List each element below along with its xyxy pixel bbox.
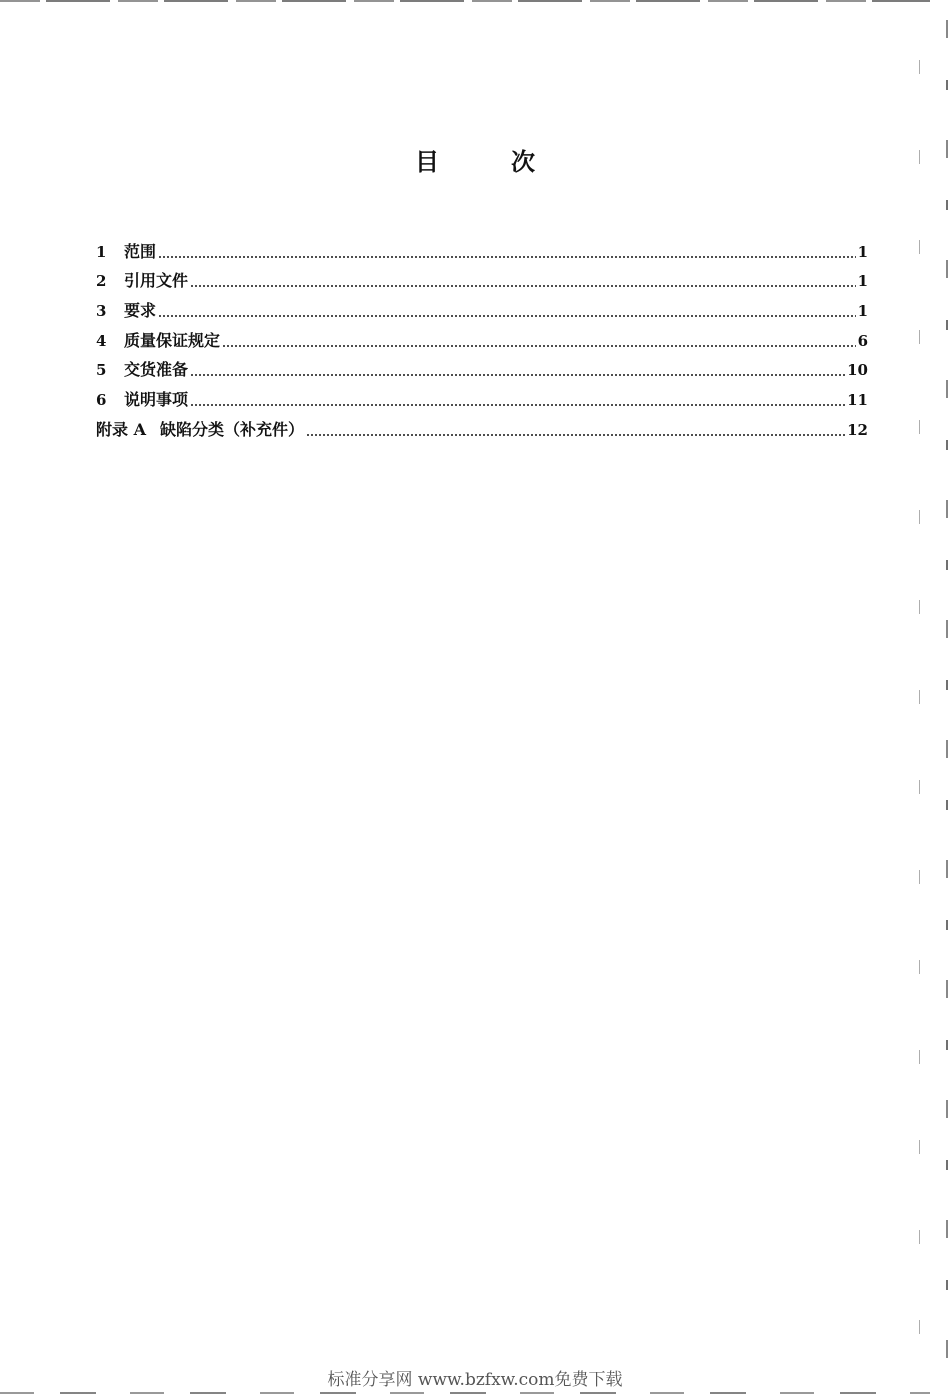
toc-entry-number: 4 bbox=[96, 331, 107, 350]
toc-entry-6[interactable] bbox=[96, 380, 868, 410]
toc-entry-page: 6 bbox=[857, 331, 868, 350]
toc-entry-4[interactable] bbox=[96, 321, 868, 351]
toc-entry-number: 2 bbox=[96, 272, 107, 291]
toc-entry-label: 交货准备 bbox=[124, 360, 189, 380]
toc-entry-number: 6 bbox=[96, 391, 107, 410]
toc-leader-dots bbox=[190, 374, 845, 376]
table-of-contents bbox=[96, 232, 868, 440]
toc-leader-dots bbox=[306, 434, 845, 436]
title-char-2: 次 bbox=[511, 148, 535, 176]
toc-entry-page: 11 bbox=[847, 391, 868, 410]
toc-entry-number: 5 bbox=[96, 361, 107, 380]
toc-entry-label: 要求 bbox=[124, 301, 157, 321]
toc-entry-label: 缺陷分类（补充件） bbox=[160, 419, 305, 439]
scan-right-edge bbox=[946, 20, 948, 1380]
toc-entry-label: 范围 bbox=[124, 241, 157, 261]
footer-watermark: 标准分享网 www.bzfxw.com免费下载 bbox=[327, 1370, 623, 1390]
toc-leader-dots bbox=[158, 256, 856, 258]
toc-entry-page: 1 bbox=[857, 272, 868, 291]
scan-top-rule bbox=[0, 0, 930, 2]
toc-entry-page: 1 bbox=[857, 242, 868, 261]
scan-bottom-rule bbox=[0, 1392, 930, 1394]
toc-entry-2[interactable] bbox=[96, 262, 868, 292]
page-title bbox=[0, 142, 950, 177]
appendix-prefix: 附录 A bbox=[96, 419, 146, 439]
toc-entry-number: 3 bbox=[96, 302, 107, 321]
toc-entry-label: 说明事项 bbox=[124, 390, 189, 410]
toc-entry-1[interactable] bbox=[96, 232, 868, 262]
toc-entry-appendix-a[interactable] bbox=[96, 410, 868, 440]
toc-leader-dots bbox=[190, 285, 856, 287]
toc-entry-page: 1 bbox=[857, 302, 868, 321]
toc-entry-page: 10 bbox=[847, 361, 868, 380]
toc-entry-5[interactable] bbox=[96, 351, 868, 381]
toc-leader-dots bbox=[158, 315, 856, 317]
toc-entry-label: 引用文件 bbox=[124, 271, 189, 291]
toc-entry-3[interactable] bbox=[96, 291, 868, 321]
toc-entry-page: 12 bbox=[847, 420, 868, 439]
scan-right-edge-inner bbox=[919, 60, 920, 1360]
toc-entry-number: 1 bbox=[96, 242, 107, 261]
title-char-1: 目 bbox=[415, 148, 439, 176]
toc-entry-label: 质量保证规定 bbox=[124, 330, 221, 350]
toc-leader-dots bbox=[190, 404, 845, 406]
toc-leader-dots bbox=[222, 345, 856, 347]
